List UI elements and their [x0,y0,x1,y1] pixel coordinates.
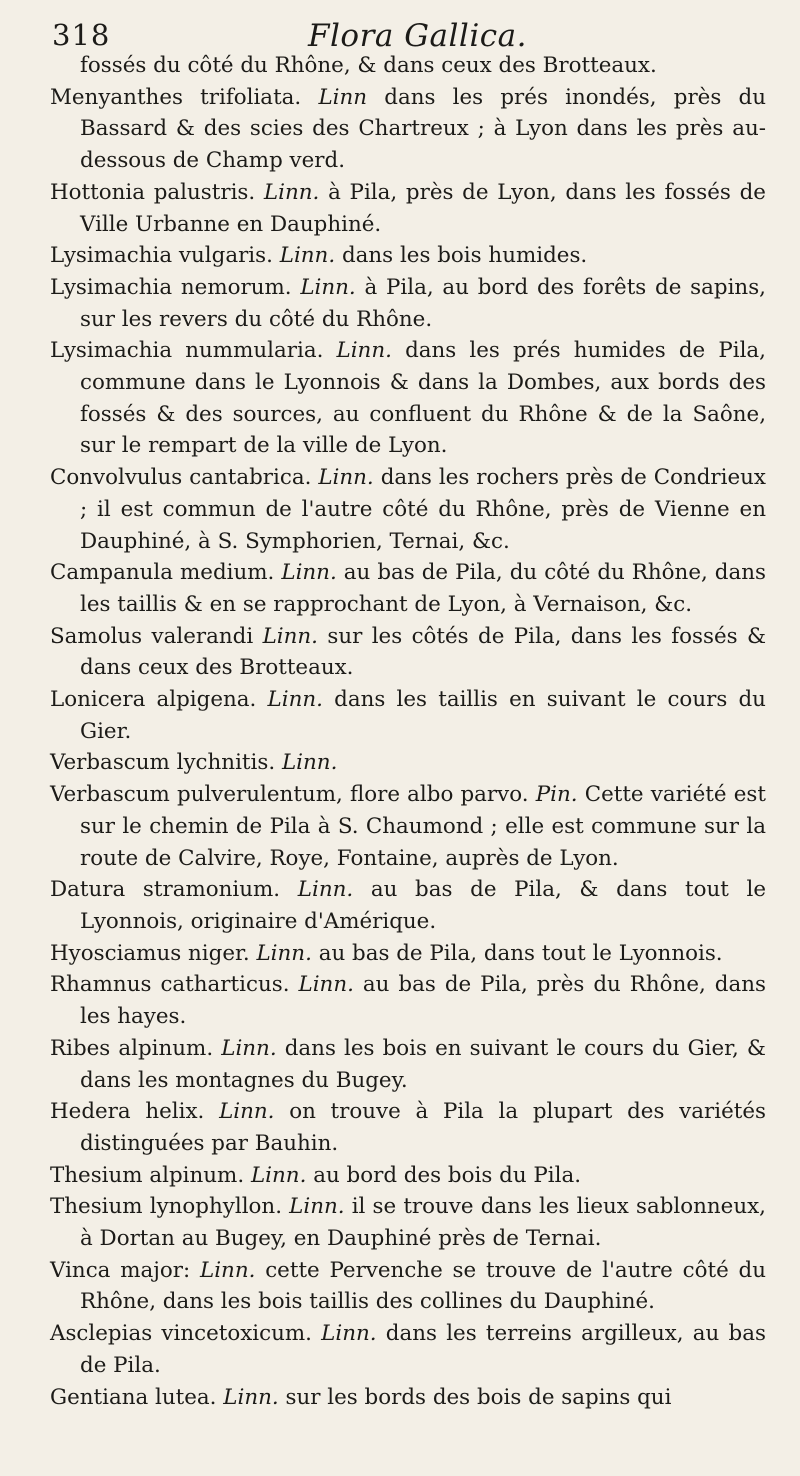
species-name: Hedera helix. [50,1099,205,1125]
species-name: Vinca major: [50,1257,191,1283]
entry-text: dans les taillis en suivant le cours du Gier. [80,687,766,744]
species-name: Lysimachia nummularia. [50,338,324,364]
entry [50,335,766,462]
entry [50,240,766,272]
species-name: Hyosciamus niger. [50,940,250,966]
author-abbrev: Linn. [256,940,312,966]
entry-text: au bas de Pila, du côté du Rhône, dans les taillis & en se rapprochant de Lyon, à Vernaison, &c. [80,560,766,617]
species-name: Convolvulus cantabrica. [50,465,312,491]
entry-text: au bas de Pila, dans tout le Lyonnois. [318,940,723,966]
page-header [50,14,766,54]
entry-text: au bas de Pila, & dans tout le Lyonnois, originaire d'Amérique. [80,877,766,934]
species-name: Verbascum pulverulentum, flore albo parvo. [50,782,529,808]
entry [50,1160,766,1192]
entry [50,1255,766,1318]
author-abbrev: Linn [318,84,368,110]
entry-text: dans les prés inondés, près du Bassard & des scies des Chartreux ; à Lyon dans les près au-dessous de Champ verd. [80,84,766,174]
entry-text: sur les côtés de Pila, dans les fossés & dans ceux des Brotteaux. [80,623,766,681]
author-abbrev: Linn. [336,338,392,364]
entry-text: dans les bois en suivant le cours du Gier, & dans les montagnes du Bugey. [80,1035,766,1093]
species-name: Campanula medium. [50,560,275,586]
author-abbrev: Linn. [267,687,323,713]
author-abbrev: Linn. [289,1194,345,1220]
author-abbrev: Linn. [298,972,354,998]
entry [50,557,766,620]
entry [50,1382,766,1414]
entry [50,177,766,240]
entry-text: dans les terreins argilleux, au bas de Pila. [80,1321,766,1378]
author-abbrev: Linn. [263,179,320,205]
author-abbrev: Linn. [250,1162,307,1188]
entry [50,82,766,177]
entry [50,874,766,937]
entry [50,272,766,335]
entry-text: il se trouve dans les lieux sablonneux, à Dortan au Bugey, en Dauphiné près de Ternai. [80,1194,766,1252]
species-name: Gentiana lutea. [50,1384,217,1410]
entry-text: cette Pervenche se trouve de l'autre côté du Rhône, dans les bois taillis des collines du Dauphiné. [80,1257,766,1315]
entry-text: dans les rochers près de Condrieux ; il est commun de l'autre côté du Rhône, près de Vienne en Dauphiné, à S. Symphorien, Ternai, &c. [80,465,766,554]
entry-continuation [50,50,766,82]
author-abbrev: Linn. [281,750,338,776]
entry-text: dans les bois humides. [341,243,588,269]
species-name: Lysimachia vulgaris. [50,243,273,269]
entry [50,1191,766,1254]
entry [50,938,766,970]
entry [50,747,766,779]
running-title: Flora Gallica. [308,18,527,54]
author-abbrev: Linn. [279,243,336,269]
author-abbrev: Linn. [281,560,337,586]
author-abbrev: Pin. [535,782,578,808]
entry [50,462,766,557]
body-text [50,50,766,1413]
species-name: Datura stramonium. [50,877,281,903]
species-name: Lysimachia nemorum. [50,274,292,300]
entry-text: on trouve à Pila la plupart des variétés distinguées par Bauhin. [80,1099,766,1156]
author-abbrev: Linn. [297,877,354,903]
entry-text: à Pila, près de Lyon, dans les fossés de Ville Urbanne en Dauphiné. [80,179,766,237]
page-number: 318 [52,18,111,52]
entry-text: à Pila, au bord des forêts de sapins, sur les revers du côté du Rhône. [80,274,766,332]
author-abbrev: Linn. [300,274,356,300]
species-name: Thesium lynophyllon. [50,1194,282,1220]
species-name: Samolus valerandi [50,623,254,649]
author-abbrev: Linn. [223,1384,279,1410]
entry [50,1318,766,1381]
entry [50,969,766,1032]
species-name: Hottonia palustris. [50,179,256,205]
author-abbrev: Linn. [262,623,318,649]
species-name: Thesium alpinum. [50,1162,245,1188]
entry-text: sur les bords des bois de sapins qui [285,1384,672,1410]
author-abbrev: Linn. [200,1257,256,1283]
entry-text: fossés du côté du Rhône, & dans ceux des Brotteaux. [80,53,657,78]
entry-text: au bord des bois du Pila. [313,1162,582,1188]
author-abbrev: Linn. [318,465,374,491]
author-abbrev: Linn. [219,1099,275,1125]
species-name: Lonicera alpigena. [50,687,257,713]
entry-text: Cette variété est sur le chemin de Pila à S. Chaumond ; elle est commune sur la route de Calvire, Roye, Fontaine, auprès de Lyon. [80,782,766,871]
species-name: Ribes alpinum. [50,1035,214,1061]
species-name: Rhamnus catharticus. [50,972,290,998]
entry [50,1033,766,1096]
species-name: Asclepias vincetoxicum. [50,1321,312,1347]
entry-text: dans les prés humides de Pila, commune dans le Lyonnois & dans la Dombes, aux bords des fossés & des sources, au confluent du Rhône & de la Saône, sur le rempart de la ville de Lyon. [80,338,766,459]
entry [50,1096,766,1159]
entry [50,684,766,747]
entry-text: au bas de Pila, près du Rhône, dans les hayes. [80,972,766,1030]
author-abbrev: Linn. [321,1321,377,1347]
author-abbrev: Linn. [221,1035,277,1061]
entry [50,779,766,874]
species-name: Verbascum lychnitis. [50,750,276,776]
species-name: Menyanthes trifoliata. [50,84,302,110]
entry [50,621,766,684]
